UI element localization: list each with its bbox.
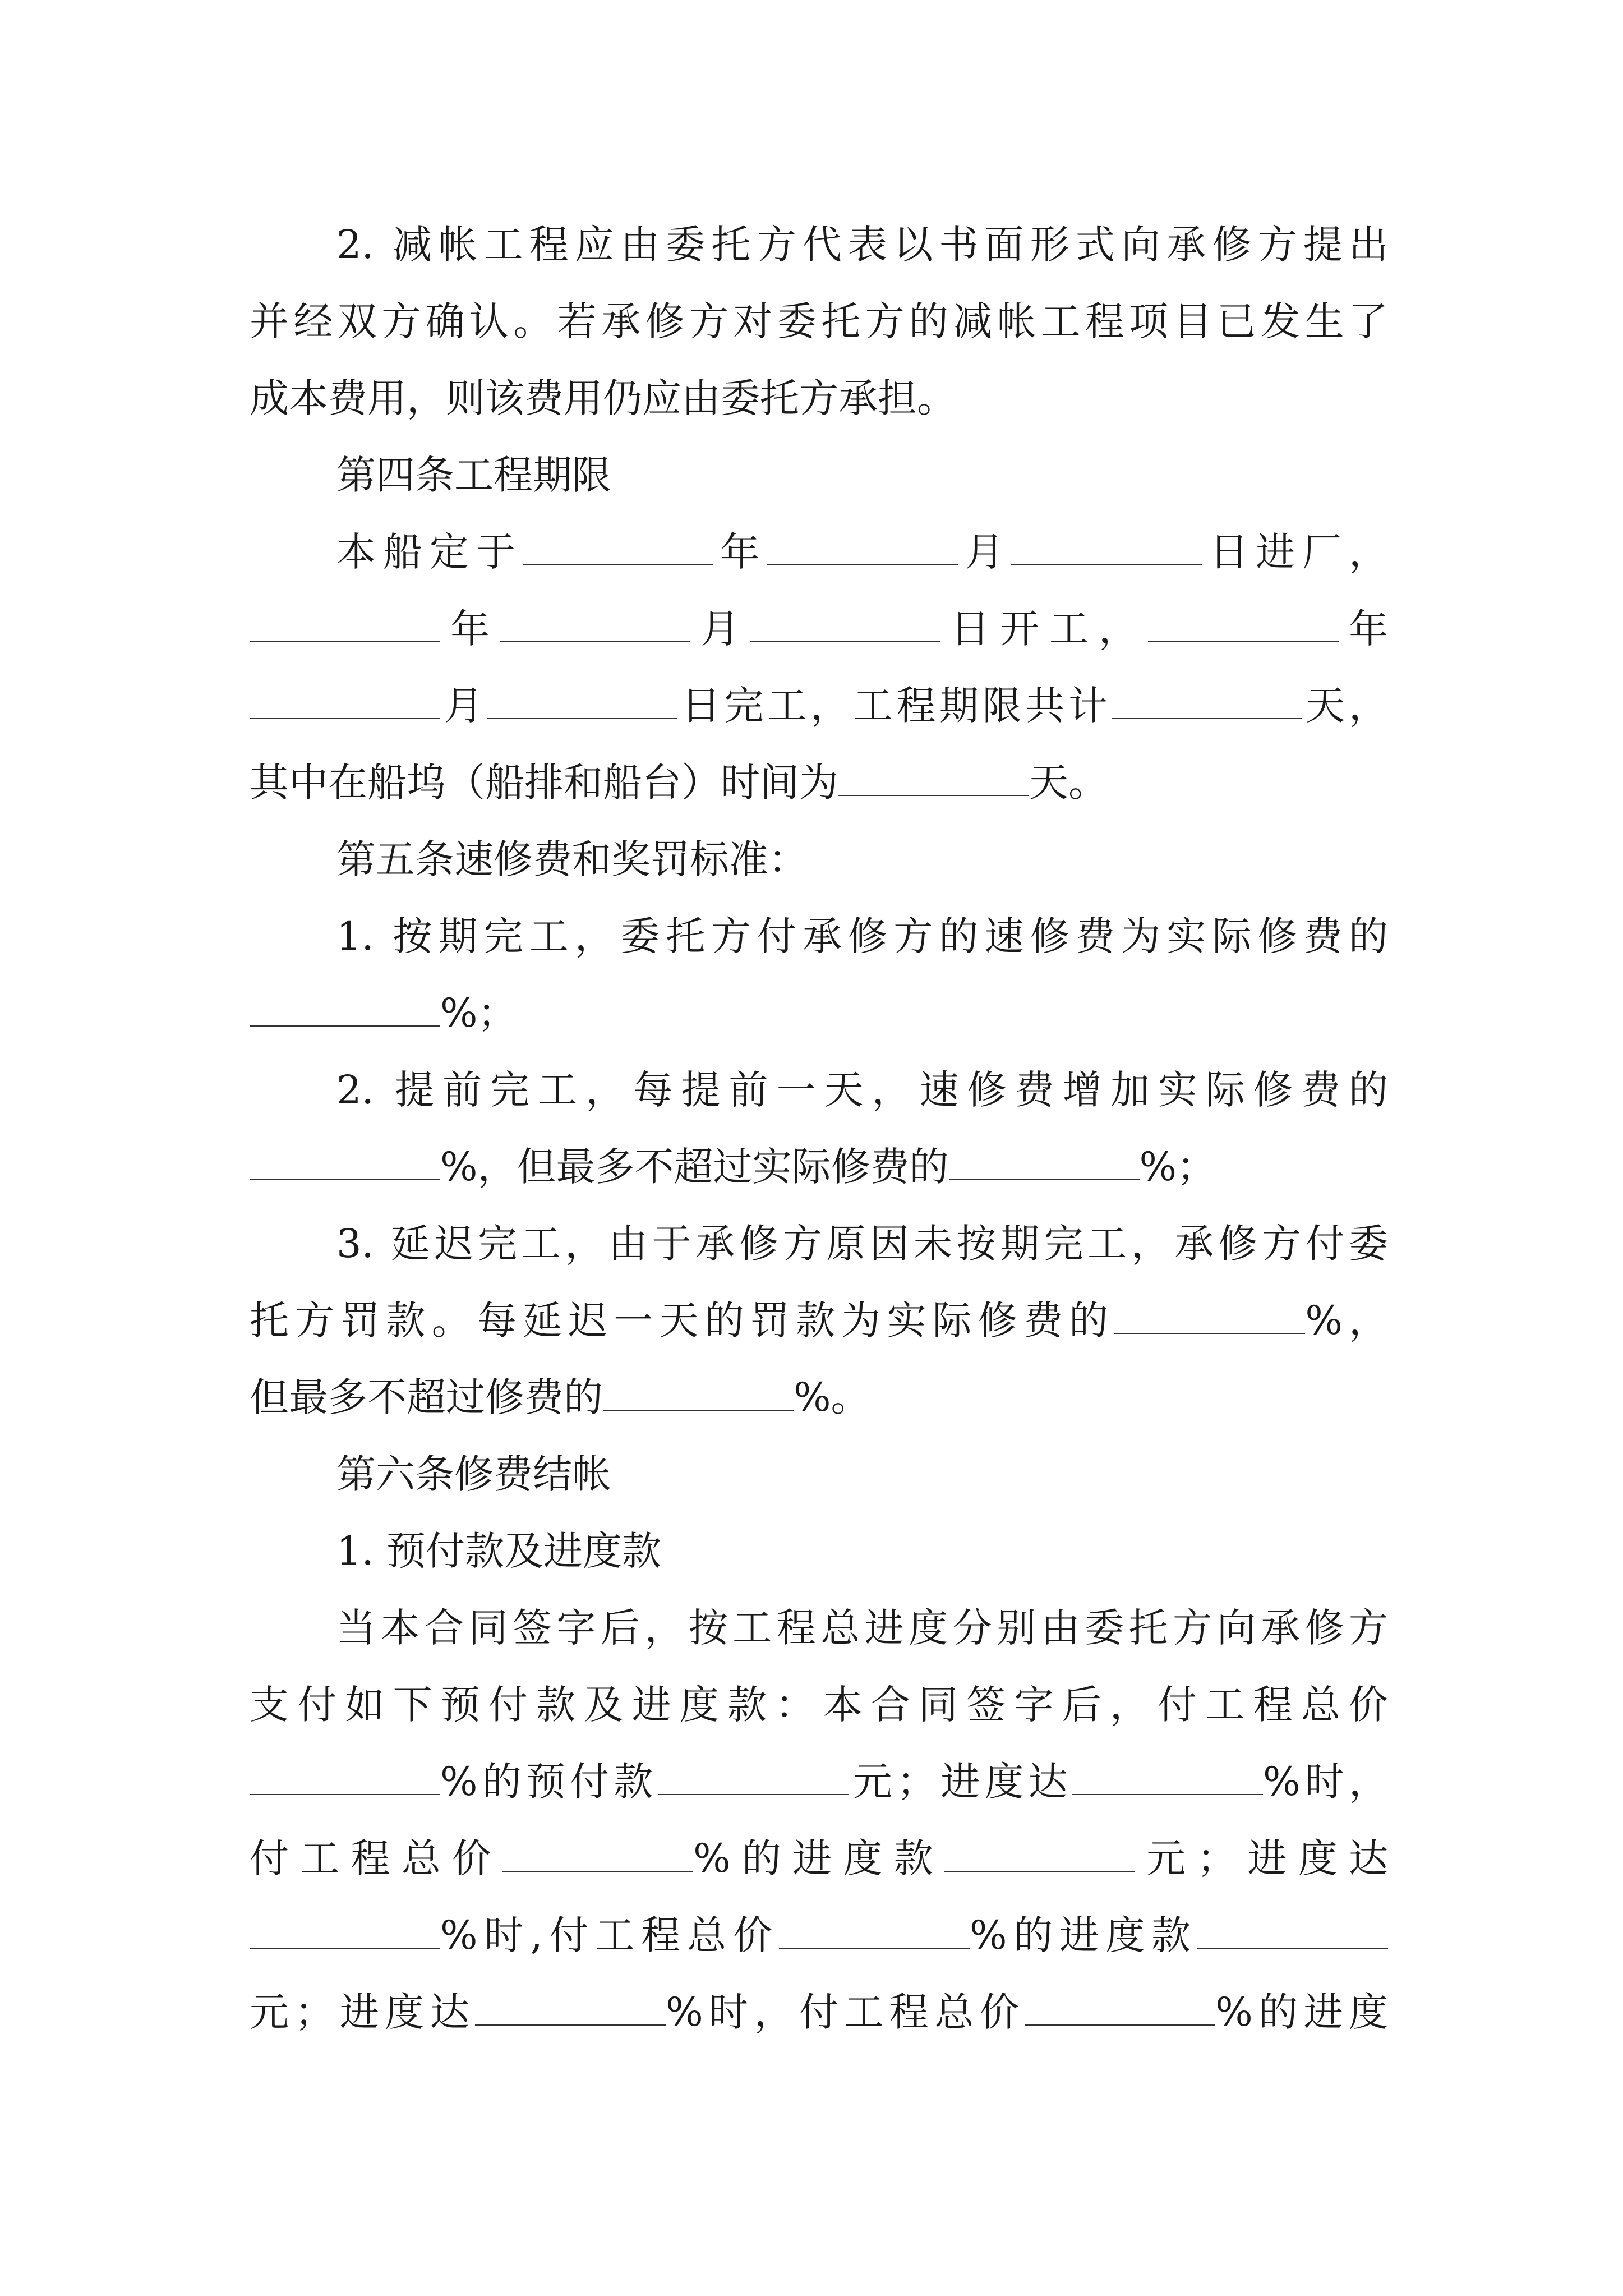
text-line xyxy=(250,1292,1388,1349)
fill-in-blank xyxy=(250,1758,440,1795)
text-segment: 年 xyxy=(440,606,500,652)
text-line xyxy=(250,293,1388,349)
text-segment: 月 xyxy=(690,606,750,652)
fill-in-blank xyxy=(523,528,713,565)
text-line xyxy=(250,754,1388,811)
text-segment: %的进度款 xyxy=(693,1835,944,1881)
fill-in-blank xyxy=(502,1835,693,1872)
text-line xyxy=(336,524,1388,580)
text-line xyxy=(250,1677,1388,1733)
section-heading xyxy=(336,1446,1388,1502)
text-line xyxy=(336,1062,1388,1118)
fill-in-blank xyxy=(1148,605,1339,642)
text-segment: 月 xyxy=(440,683,487,729)
text-line xyxy=(250,1754,1388,1810)
text-line xyxy=(250,1369,1388,1425)
text-segment: 2. 减帐工程应由委托方代表以书面形式向承修方提出 xyxy=(336,222,1388,268)
text-segment: 1. 预付款及进度款 xyxy=(336,1528,662,1574)
text-line xyxy=(250,678,1388,734)
text-segment: 第六条修费结帐 xyxy=(336,1451,611,1497)
fill-in-blank xyxy=(1114,1297,1305,1334)
text-segment: 年 xyxy=(1339,606,1388,652)
text-segment: 托方罚款。每延迟一天的罚款为实际修费的 xyxy=(250,1297,1115,1343)
text-segment: 第四条工程期限 xyxy=(336,452,611,498)
text-line xyxy=(250,601,1388,657)
text-segment: 3. 延迟完工，由于承修方原因未按期完工，承修方付委 xyxy=(336,1221,1388,1267)
text-segment: %的进度 xyxy=(1215,1989,1388,2035)
fill-in-blank xyxy=(475,1989,666,2026)
text-line xyxy=(250,985,1388,1041)
text-segment: %， xyxy=(1305,1297,1388,1343)
fill-in-blank xyxy=(500,605,690,642)
text-line xyxy=(336,1600,1388,1656)
text-segment: %时， xyxy=(1263,1759,1388,1805)
text-segment: 但最多不超过修费的 xyxy=(250,1374,603,1420)
fill-in-blank xyxy=(250,1912,440,1949)
fill-in-blank xyxy=(1025,1989,1215,2026)
text-segment: 元；进度达 xyxy=(250,1989,476,2035)
fill-in-blank xyxy=(1112,682,1302,719)
subsection-heading xyxy=(336,1523,1388,1579)
text-segment: 支付如下预付款及进度款：本合同签字后，付工程总价 xyxy=(250,1682,1388,1728)
text-segment: 成本费用，则该费用仍应由委托方承担。 xyxy=(250,375,956,421)
text-segment: 日完工，工程期限共计 xyxy=(677,683,1112,729)
text-segment: %； xyxy=(1139,1144,1216,1190)
text-line xyxy=(250,1907,1388,1963)
fill-in-blank xyxy=(949,1143,1140,1180)
fill-in-blank xyxy=(250,1143,440,1180)
text-line xyxy=(250,1830,1388,1887)
text-segment: 元；进度达 xyxy=(848,1759,1073,1805)
fill-in-blank xyxy=(1072,1758,1263,1795)
fill-in-blank xyxy=(250,682,440,719)
text-segment: 天。 xyxy=(1029,760,1108,806)
fill-in-blank xyxy=(944,1835,1135,1872)
text-segment: %。 xyxy=(794,1374,870,1420)
fill-in-blank xyxy=(838,759,1029,796)
text-line xyxy=(250,1139,1388,1195)
text-line xyxy=(336,1216,1388,1272)
fill-in-blank xyxy=(250,990,440,1027)
fill-in-blank xyxy=(658,1758,849,1795)
text-segment: 年 xyxy=(713,529,767,575)
fill-in-blank xyxy=(779,1912,970,1949)
fill-in-blank xyxy=(487,682,677,719)
text-segment: 其中在船坞（船排和船台）时间为 xyxy=(250,760,838,806)
text-segment: 并经双方确认。若承修方对委托方的减帐工程项目已发生了 xyxy=(250,298,1388,344)
text-line xyxy=(336,217,1388,273)
text-segment: 2. 提前完工，每提前一天，速修费增加实际修费的 xyxy=(336,1067,1388,1113)
text-segment: 天， xyxy=(1302,683,1388,729)
text-segment: 当本合同签字后，按工程总进度分别由委托方向承修方 xyxy=(336,1605,1388,1651)
text-segment: 第五条速修费和奖罚标准： xyxy=(336,836,808,882)
text-segment: %时,付工程总价 xyxy=(440,1912,779,1958)
text-segment: %时，付工程总价 xyxy=(666,1989,1025,2035)
section-heading xyxy=(336,447,1388,503)
text-line xyxy=(250,1984,1388,2040)
text-segment: %的预付款 xyxy=(440,1759,658,1805)
text-line xyxy=(250,370,1388,426)
text-segment: 1. 按期完工，委托方付承修方的速修费为实际修费的 xyxy=(336,913,1388,959)
fill-in-blank xyxy=(1011,528,1202,565)
text-segment: 付工程总价 xyxy=(250,1835,503,1881)
fill-in-blank xyxy=(603,1374,794,1411)
fill-in-blank xyxy=(1197,1912,1388,1949)
text-segment: 月 xyxy=(957,529,1012,575)
fill-in-blank xyxy=(767,528,958,565)
text-segment: %的进度款 xyxy=(969,1912,1198,1958)
section-heading xyxy=(336,831,1388,887)
fill-in-blank xyxy=(250,605,440,642)
text-segment: %； xyxy=(440,990,517,1036)
fill-in-blank xyxy=(750,605,940,642)
text-segment: 本船定于 xyxy=(336,529,523,575)
text-segment: 日开工， xyxy=(940,606,1148,652)
text-segment: %，但最多不超过实际修费的 xyxy=(440,1144,949,1190)
text-segment: 元；进度达 xyxy=(1135,1835,1388,1881)
text-segment: 日进厂， xyxy=(1202,529,1388,575)
text-line xyxy=(336,908,1388,964)
